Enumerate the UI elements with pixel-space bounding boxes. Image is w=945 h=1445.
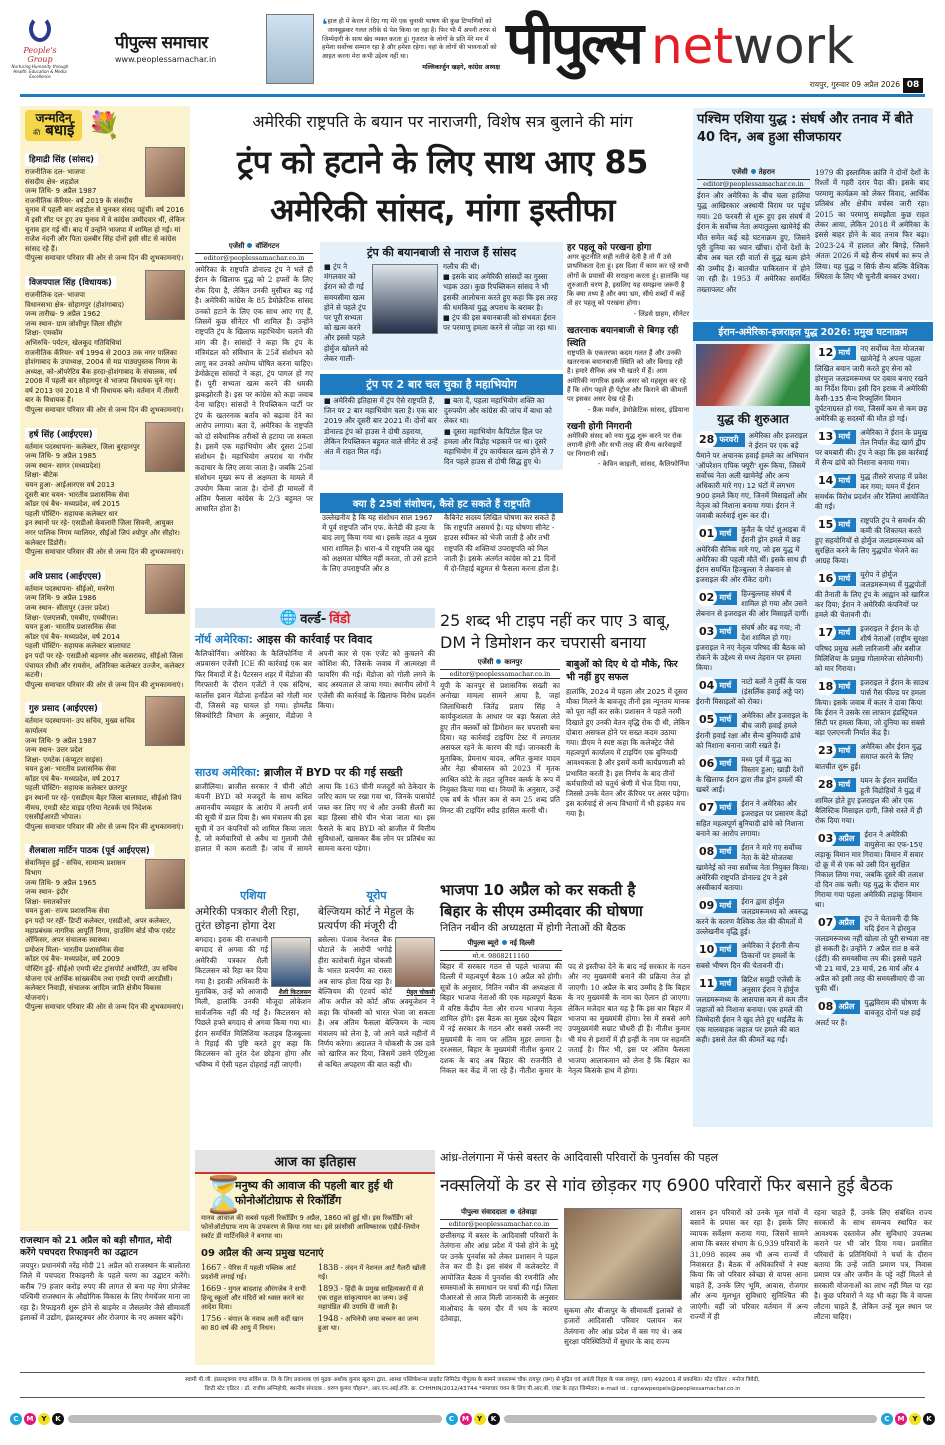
badge-month: अप्रैल [830,832,860,846]
cmyk-c-icon: C [10,1413,22,1425]
timeline-item [815,570,929,620]
profile-name: हर्ष सिंह (आईएएस) [25,428,97,441]
birthday-profile [25,838,185,1013]
shelly-kittleson-photo [271,937,311,987]
profile-name: विजयपाल सिंह (विधायक) [25,276,116,289]
birthday-profile [25,696,185,832]
badge-month: अप्रैल [830,916,860,930]
badge-day: 11 [696,975,717,992]
timeline-text: युद्ध तीसरे सप्ताह में प्रवेश कर गया; यमन में ईरान समर्थक विरोध प्रदर्शन और रैलियां आयोजित की गईं। [815,472,929,511]
dot-icon [496,659,501,664]
timeline-item [696,431,810,521]
timeline-item [696,975,810,1045]
lead-headline: ट्रंप को हटाने के लिए साथ आए 85 अमेरिकी सांसद, मांगा इस्तीफा [237,143,648,229]
cmyk-c-icon: C [446,1413,458,1425]
badge-month: मार्च [711,527,737,541]
timeline-left [696,431,810,1045]
profile-photo [145,859,185,909]
badge-day: 28 [696,431,717,448]
globe-window-icon: 🌐 [279,610,298,626]
birthday-column [20,106,190,1231]
event-year: 1667 [201,1263,222,1272]
date-badge [696,843,737,860]
badge-day: 02 [696,589,717,606]
history-event: 1838 - लंदन में नेशनल आर्ट गैलरी खोली गई। [318,1263,426,1281]
profile-photo [145,422,185,472]
badge-day: 08 [696,843,717,860]
timeline-item [815,830,929,910]
badge-day: 09 [696,897,717,914]
badge-month: मार्च [711,713,737,727]
history-event: 1667 - पेरिस में पहली पब्लिक आर्ट प्रदर्शनी लगाई गई। [201,1263,296,1281]
tribal-families-photo [564,1208,682,1300]
date-badge [815,914,860,931]
timeline-text: ईरान ने अमेरिका और इजराइल पर प्रसारण केंद्रों सहित महत्वपूर्ण बुनियादी ढांचे को निशाना बनाने का आरोप लगाया। [696,799,808,838]
profile-info: वर्तमान पदस्थापना- कलेक्टर, जिला बुरहानपुर जन्म तिथि- 9 अप्रैल 1985 जन्म स्थान- सागर (मध्यप्रदेश) शिक्षा- बीटेक चयन हुआ- आईआरएस वर्ष 2013 दूसरी बार चयन- भारतीय प्रशासनिक सेवा कॉडर एवं बैच- मध्यप्रदेश, वर्ष 2015 पहली पोस्टिंग- सहायक कलेक्टर धार इन स्थानों पर रहे- एसडीओ केवलारी जिला सिवनी, आयुक्त नगर पालिक निगम ग्वालियर, सीईओ जिपं श्योपुर और सीहोर। कलेक्टर डिंडोरी। पीपुल्स समाचार परिवार की ओर से जन्म दिन की शुभकामनाएं। [25,442,184,557]
profile-photo [145,270,185,320]
timeline-item [815,472,929,512]
rajasthan-story: राजस्थान को 21 अप्रैल को बड़ी सौगात, मोदी करेंगे पचपदरा रिफाइनरी का उद्घाटन जयपुर। प्रधानमंत्री नरेंद्र मोदी 21 अप्रैल को राजस्थान के बालोतरा जिले में पचपदरा रिफाइनरी के पहले चरण का उद्घाटन करेंगे। करीब 79 हजार करोड़ रुपए की लागत से बना यह मेगा प्रोजेक्ट पश्चिमी राजस्थान के औद्योगिक विकास के लिए गेमचेंजर माना जा रहा है। रिफाइनरी शुरू होने से बाड़मेर व जैसलमेर जैसे सीमावर्ती इलाकों में उद्योग, इंफ्रास्ट्रक्चर और रोजगार के नए अवसर बढ़ेंगे। [20,1236,190,1323]
west-asia-story: पश्चिम एशिया युद्ध : संघर्ष और तनाव में बीते 40 दिन, अब हुआ सीजफायर एजेंसी तेहरान editor@peoplessamachar.co.in ईरान और अमेरिका के बीच चला हालिया युद्ध आखिरकार अस्थायी विराम पर पहुंच गया। 28 फरवरी से शुरू हुए इस संघर्ष में ईरान के सर्वोच्च नेता अयातुल्ला खामेनेई की मौत समेत कई बड़े घटनाक्रम हुए, जिसने पूरी दुनिया का ध्यान खींचा। दोनों देशों के बीच अब चल रही वार्ता से युद्ध खत्म होने की उम्मीद है। बातचीत पाकिस्तान में होने जा रही है। 1953 में अमेरिका समर्थित तख्तापलट और 1979 की इस्लामिक क्रांति ने दोनों देशों के रिश्तों में गहरी दरार पैदा की। इसके बाद परमाणु कार्यक्रम को लेकर विवाद, आर्थिक प्रतिबंध और क्षेत्रीय वर्चस्व जारी रहा। 2015 का परमाणु समझौता कुछ राहत लेकर आया, लेकिन 2018 में अमेरिका के इससे बाहर होने के बाद तनाव फिर बढ़ा। 2023-24 में हालात और बिगड़े, जिसने अंततः 2026 में बड़े सैन्य संघर्ष का रूप ले लिया। यह युद्ध न सिर्फ सैन्य बल्कि वैश्विक स्थिरता के लिए भी चुनौती बनकर उभरा। [693,108,933,320]
timeline-item [696,941,810,971]
cmyk-m-icon: M [24,1413,36,1425]
badge-day: 07 [815,914,836,931]
quote-block: ❛ हाल ही में केरल में दिए गए मेरे एक चुनावी भाषण की कुछ टिप्पणियों को जानबूझकर गलत तरीके से पेश किया जा रहा है। फिर भी मैं अपनी तरफ से जिम्मेदारी के साथ खेद व्यक्त करता हूं। गुजरात के लोगों के प्रति मेरे मन में हमेशा सर्वोच्च सम्मान रहा है और हमेशा रहेगा। वहां के लोगों की भावनाओं को आहत करना मेरा कभी उद्देश्य नहीं था। मल्लिकार्जुन खड़गे, कांग्रेस अध्यक्ष [322,15,500,71]
badge-day: 05 [696,711,717,728]
timeline-item [696,897,810,937]
cmyk-c-icon: C [881,1413,893,1425]
timeline-item [696,623,810,673]
badge-day: 10 [696,941,717,958]
world-window-banner: 🌐 वर्ल्ड- विंडो [195,608,435,628]
dot-icon [510,1209,515,1214]
badge-month: मार्च [830,744,856,758]
timeline-item [815,344,929,424]
header-rule [20,94,925,97]
badge-day: 07 [696,799,717,816]
profile-info: सेवानिवृत्त हुईं - सचिव, सामान्य प्रशासन विभाग जन्म तिथि- 9 अप्रैल 1965 जन्म स्थान- इंदौर शिक्षा- स्नातकोत्तर चयन हुआ- राज्य प्रशासनिक सेवा इन पदों पर रहीं- डिप्टी कलेक्टर, एसडीओ, अपर कलेक्टर, महाप्रबंधक नागरिक आपूर्ति निगम, हाउसिंग बोर्ड चीफ एस्टेट ऑफिसर, अपर संचालक स्वास्थ्य। प्रमोशन मिला- भारतीय प्रशासनिक सेवा कॉडर एवं बैच- मध्यप्रदेश, वर्ष 2009 पोस्टिंग हुईं- सीईओ एमपी स्टेट ट्रांसपोर्ट अथॉरिटी, उप सचिव योजना एवं आर्थिक सांख्यकीय तथा एमडी एमपी आरडीसी। कलेक्टर निवाड़ी, संचालक आदिम जाति क्षेत्रीय विकास योजनाएं। पीपुल्स समाचार परिवार की ओर से जन्म दिन की शुभकामनाएं। [25,859,184,1012]
badge-day: 03 [696,623,717,640]
cmyk-k-icon: K [923,1413,935,1425]
dot-icon [502,940,507,945]
cmyk-y-icon: Y [38,1413,50,1425]
event-text: लंदन में नेशनल आर्ट गैलरी खोली गई। [318,1264,426,1281]
cmyk-y-icon: Y [909,1413,921,1425]
date-badge [696,525,737,542]
badge-day: 12 [815,344,836,361]
timeline-text: अमेरिका ने ईरान के प्रमुख तेल निर्यात केंद्र खार्ग द्वीप पर बमबारी की। ट्रंप ने कहा कि इस कार्रवाई में सैन्य ढांचे को निशाना बनाया गया। [815,428,928,467]
badge-day: 15 [815,516,836,533]
peoples-samachar-logo: पीपुल्स समाचार www.peoplessamachar.in [115,33,217,64]
timeline-text: युद्धविराम की घोषणा के बावजूद दोनों पक्ष हाई अलर्ट पर हैं। [815,998,927,1027]
badge-month: अप्रैल [830,1000,860,1014]
badge-month: मार्च [711,591,737,605]
page-number: 08 [903,78,923,93]
lead-quotes: हर पहलू को परखना होगा अगर कूटनीति सही नतीजे देती है तो मैं उसे प्राथमिकता देता हूं। इस दिशा में काम कर रहे सभी लोगों के प्रयासों की सराहना करता हूं। हालांकि यह शुरुआती चरण है, इसलिए यह समझना जरूरी है कि क्या तथ्य है और क्या भ्रम, सीधे शब्दों में कहें तो हर पहलू को परखना होगा। - लिंडसे ग्राहम, सीनेटर खतरनाक बयानबाजी से बिगड़ रही स्थिति राष्ट्रपति के एकतरफा कदम गलत हैं और उनकी खतरनाक बयानबाजी स्थिति को और बिगाड़ रही है। हमारे सैनिक अब भी खतरे में हैं। आम अमेरिकी नागरिक इसके असर को महसूस कर रहे हैं कि लोग पहले ही पेट्रोल और किराने की कीमतों पर इसका असर देख रहे हैं। - फ्रैंक मर्वान, डेमोक्रेटिक सांसद, इंडियाना रखनी होगी निगरानी अमेरिकी संसद को नया युद्ध शुरू करने पर रोक लगानी होगी और सभी तरह की सैन्य कार्रवाइयों पर निगरानी रखें। - केविन काइली, सांसद, कैलिफोर्निया [567,243,689,469]
birthday-profile [25,564,185,691]
date-badge [815,678,856,695]
amendment-box: क्या है 25वां संशोधन, कैसे हट सकते हैं राष्ट्रपति उल्लेखनीय है कि यह संशोधन साल 1967 में पूर्व राष्ट्रपति जॉन एफ. केनेडी की हत्या के बाद लागू किया गया था। इसके तहत 4 मुख्य धारा शामिल है। धारा-4 में राष्ट्रपति जब खुद को अक्षमता घोषित नहीं करता, तो उसे हटाने के लिए उपराष्ट्रपति और 8 कैबिनेट सदस्य लिखित घोषणा कर सकते हैं कि राष्ट्रपति असमर्थ है। यह घोषणा सीनेट - हाउस स्पीकर को भेजी जाती है और तभी राष्ट्रपति की शक्तियां उपराष्ट्रपति को मिल जाती हैं। इसके अंतर्गत कांग्रेस को 21 दिनों में दो-तिहाई बहुमत से फैसला करना होता है। [320,493,563,578]
date-badge [815,742,856,759]
history-event: 1893 - हिंदी के प्रमुख साहित्यकारों में से एक राहुल सांकृत्यायन का जन्म। उन्हें महापंडित की उपाधि दी जाती है। [318,1284,424,1311]
profile-photo [145,147,185,197]
timeline-item [815,742,929,772]
date-badge [815,472,856,489]
impeachment-box: ट्रंप पर 2 बार चल चुका है महाभियोग ■ अमेरिकी इतिहास में ट्रंप ऐसे राष्ट्रपति हैं, जिन पर 2 बार महाभियोग चला है। एक बार 2019 और दूसरी बार 2021 में। दोनों बार डोनाल्ड ट्रंप को हाउस ने दोषी ठहराया, लेकिन रिपब्लिकन बहुमत वाले सीनेट से उन्हें अंत में राहत मिल गई। ■ बता दें, पहला महाभियोग शक्ति का दुरुपयोग और कांग्रेस की जांच में बाधा को लेकर था। ■ दूसरा महाभियोग कैपिटोल हिल पर हमला और विद्रोह भड़काने पर था। दूसरे महाभियोग में ट्रंप कार्यकाल खत्म होने से 7 दिन पहले हाउस से दोषी सिद्ध हुए थे। [320,374,563,470]
timeline-text: अमेरिका और इजराइल ने ईरान पर एक बड़े पैमाने पर अचानक हवाई हमले का अभियान 'ऑपरेशन एपिक फ्यूरी' शुरू किया, जिसमें सर्वोच्च नेता अली खामेनेई और अन्य अधिकारी मारे गए। 12 घंटों में लगभग 900 हमले किए गए, जिनमें मिसाइलों और नेतृत्व को निशाना बनाया गया। ईरान ने जवाबी कार्रवाई शुरू कर दी। [696,431,809,520]
history-event: 1669 - मुगल बादशाह औरंगजेब ने सभी हिन्दू स्कूलों और मंदिरों को ध्वस्त करने का आदेश दिया। [201,1284,306,1311]
cmyk-m-icon: M [460,1413,472,1425]
south-america-story: साउथ अमेरिका: ब्राजील में BYD पर की गई सख्ती ब्राजीलिया। ब्राजील सरकार ने चीनी ऑटो कंपनी BYD को मजदूरों के साथ कथित अमानवीय व्यवहार के आरोप में अपनी शर्म की सूची में डाल दिया है। श्रम मंत्रालय की इस सूची में उन कंपनियों को शामिल किया जाता है, जो कर्मचारियों से अवैध या गुलामी जैसे हालात में काम कराती हैं। जांच में सामने आया कि 163 चीनी मजदूरों को ठेकेदार के जरिए काम पर रखा गया था, जिनके पासपोर्ट जब्त कर लिए गए थे और उनकी सैलरी का बड़ा हिस्सा सीधे चीन भेजा जाता था। इस फैसले के बाद BYD को ब्राजील में वित्तीय सुविधाओं, खासकर बैंक लोन पर प्रतिबंध का सामना करना पड़ेगा। [195,766,435,854]
badge-month: मार्च [830,626,856,640]
timeline-text: संघर्ष और बढ़ गया; नौ देश शामिल हो गए। इजराइल ने नए नेतृत्व परिषद की बैठक को रोकने के उद्देश्य से मध्य तेहरान पर हमला किया। [696,623,806,672]
timeline-text: ईरान ने मारे गए सर्वोच्च नेता के बेटे मोजतबा खामेनेई को नया सर्वोच्च नेता नियुक्त किया। अमेरिकी राष्ट्रपति डोनाल्ड ट्रंप ने इसे अस्वीकार्य बताया। [696,843,809,892]
timeline-item [696,755,810,795]
timeline-text: मध्य पूर्व में युद्ध का विस्तार हुआ; खाड़ी देशों के खिलाफ ईरान द्वारा तीव्र ड्रोन हमलों की खबरें आईं। [696,755,804,794]
cmyk-y-icon: Y [474,1413,486,1425]
badge-day: 14 [815,472,836,489]
timeline-text: ट्रंप ने चेतावनी दी कि यदि ईरान ने होरमुज जलडमरूमध्य नहीं खोला तो पूरी सभ्यता नष्ट हो सकती है। उन्होंने 7 अप्रैल रात 8 बजे (ईटी) की समयसीमा तय की। इससे पहले भी 21 मार्च, 23 मार्च, 26 मार्च और 4 अप्रैल को इसी तरह की समयसीमाएं दी जा चुकी थीं। [815,914,929,993]
date-badge [815,516,856,533]
badge-month: मार्च [830,680,856,694]
flower-basket-icon: 💐 [88,110,121,141]
badge-day: 18 [815,678,836,695]
timeline-text: ईरान द्वारा होर्मुज जलडमरूमध्य को अवरुद्ध करने के कारण वैश्विक तेल की कीमतों में उल्लेखनीय वृद्धि हुई। [696,897,808,936]
event-year: 1948 [318,1314,339,1323]
badge-day: 28 [815,776,836,793]
reg-bar [504,1415,878,1423]
date-badge [815,570,856,587]
timeline-text: अमेरिका ने ईरानी सैन्य ठिकानों पर हमलों के सबसे भीषण दिन की चेतावनी दी। [696,941,800,970]
timeline-item [815,998,929,1028]
dm-story: 25 शब्द भी टाइप नहीं कर पाए 3 बाबू, DM ने डिमोशन कर चपरासी बनाया एजेंसी कानपुर editor@peoplessamachar.co.in यूपी के कानपुर से प्रशासनिक सख्ती का अनोखा मामला सामने आया है, जहां जिलाधिकारी जितेंद्र प्रताप सिंह ने कार्यकुशलता के आधार पर बड़ा फैसला लेते हुए तीन क्लर्कों को डिमोशन कर चपरासी बना दिया। यह कार्रवाई टाइपिंग टेस्ट में लगातार असफल रहने के कारण की गई। जानकारी के मुताबिक, प्रेमनाथ यादव, अमित कुमार यादव और नेहा श्रीवास्तव को 2023 में मृतक आश्रित कोटे के तहत जूनियर क्लर्क के रूप में नियुक्त किया गया था। नियमों के अनुसार, उन्हें एक वर्ष के भीतर कम से कम 25 शब्द प्रति मिनट की टाइपिंग स्पीड हासिल करनी थी। बाबुओं को दिए थे दो मौके, फिर भी नहीं हुए सफल हालांकि, 2024 में पहला और 2025 में दूसरा मौका मिलने के बावजूद तीनों इस न्यूनतम मानक को पूरा नहीं कर सके। प्रशासन ने पहले नरमी दिखाते हुए उनकी वेतन वृद्धि रोक दी थी, लेकिन दोबारा असफल होने पर सख्त कदम उठाया गया। डीएम ने स्पष्ट कहा कि कलेक्ट्रेट जैसे महत्वपूर्ण कार्यालय में टाइपिंग एक बुनियादी आवश्यकता है और इसमें कमी कार्यप्रणाली को प्रभावित करती है। इस निर्णय के बाद तीनों कर्मचारियों को चतुर्थ श्रेणी में भेज दिया गया, जिससे उनके वेतन और कॅरियर पर असर पड़ेगा। इस कार्रवाई से अन्य विभागों में भी हड़कंप मच गया है। [440,611,690,819]
profile-info: राजनीतिक दल- भाजपा संसदीय क्षेत्र- शहडोल जन्म तिथि- 9 अप्रैल 1987 राजनीतिक कॅरियर- वर्ष 2019 के संसदीय चुनाव में पहली बार शहडोल से चुनकर संसद पहुंचीं। वर्ष 2016 में इसी सीट पर हुए उप चुनाव में वे कांग्रेस उम्मीदवार थीं, लेकिन चुनाव हार गई थीं। बाद में उन्होंने भाजपा में शामिल हो गईं। मां राजेश नंदनी और पिता दलबीर सिंह दोनों इसी सीट से कांग्रेस सांसद रहे हैं। पीपुल्स समाचार परिवार की ओर से जन्म दिन की शुभकामनाएं। [25,168,185,263]
color-registration-bar [10,1413,935,1425]
event-text: बंगाल के नवाब अली वर्दी खान का 80 वर्ष की आयु में निधन। [201,1315,304,1332]
kharge-photo [266,14,314,84]
timeline-text: यमन के ईरान समर्थित हूती विद्रोहियों ने युद्ध में शामिल होते हुए इजराइल की ओर एक बैलिस्टिक मिसाइल दागी, जिसे रास्ते में ही रोक दिया गया। [815,776,923,825]
group-logo-icon [29,16,51,42]
history-events [201,1263,429,1335]
timeline-item [696,711,810,751]
war-image [696,344,810,406]
timeline-item [696,677,810,707]
badge-day: 16 [815,570,836,587]
date-badge [815,344,856,361]
north-america-story: नॉर्थ अमेरिका: आइस की कार्रवाई पर विवाद कैलिफोर्निया। अमेरिका के कैलिफोर्निया में अप्रवासन एजेंसी ICE की कार्रवाई एक बार फिर विवादों में है। पैटरसन शहर में मेंडोजा की गिरफ्तारी के दौरान एजेंटों ने एक संदिग्ध, कार्लोस इवान मेंडोजा हर्नांडेज को गोली मार दी, जिससे वह घायल हो गया। होमलैंड सिक्योरिटी विभाग के अनुसार, मेंडोजा ने अपनी कार से एक एजेंट को कुचलने की कोशिश की, जिसके जवाब में आत्मरक्षा में फायरिंग की गई। मेंडोजा को गोली लगने के बाद अस्पताल ले जाया गया। स्थानीय लोगों ने एजेंसी की कार्रवाई के खिलाफ विरोध प्रदर्शन किया। [195,633,435,721]
hourglass-icon: ⏳ [201,1175,246,1216]
timeline-text: अमेरिका और इजराइल के बीच जारी हवाई हमले ईरानी हवाई रक्षा और सैन्य बुनियादी ढांचे को निशाना बनाना जारी रखते हैं। [696,711,808,750]
timeline-text: कुवैत के पोर्ट शुआइबा में ईरानी ड्रोन हमले में छह अमेरिकी सैनिक मारे गए, जो इस युद्ध में अमेरिका की पहली मौतें थीं। इसके साथ ही ईरान समर्थित हिज्बुल्ला ने लेबनान से इजराइल की ओर रॉकेट दागे। [696,525,807,584]
peoples-group-logo: People's Group Nurturing Humanity through Health, Education & Media Excellence [10,16,70,79]
date-badge [815,830,860,847]
timeline-text: नए सर्वोच्च नेता मोजतबा खामेनेई ने अपना पहला लिखित बयान जारी करते हुए सेना को होरमुज जलडमरूमध्य पर दबाव बनाए रखने का निर्देश दिया। इसी दिन इराक में अमेरिकी केसी-135 सैन्य रिफ्यूलिंग विमान दुर्घटनाग्रस्त हो गया, जिसमें कम से कम छह अमेरिकी क्रू सदस्यों की मौत हो गई। [815,344,928,423]
imprint-footer: स्वामी पी.जी. इंफ्रास्ट्रक्चर एण्ड सर्विस प्रा. लि के लिए प्रकाशक एवं मुद्रक अशोक कुमार खुराना द्वारा, आस्था पब्लिकेशन्स प्राइवेट लिमिटेड पीपुल्स के सामने जयस्तम्भ चौक रायपुर (छग) से मुद्रित एवं अवंती विहार के पास रायपुर, (छग) 492001 से प्रकाशित। स्टेट एडिटर : मनोज त्रिवेदी, डिप्टी स्टेट एडिटर : डॉ. राजीव अग्निहोत्री, स्थानीय संपादक : वरुण कुमार चौहान*, आर.एन.आई.रजि. क्र. CHHHIN/2012/43744 *समाचार चयन के लिए पी.आर.बी. एक्ट के तहत जिम्मेदार। e-mail id : cgnewpeopels@peoplessamachar.co.in [20,1372,925,1398]
date-badge [696,755,737,772]
badge-month: मार्च [711,679,737,693]
profile-name: हिमाद्री सिंह (सांसद) [25,153,98,166]
profile-name: गुरु प्रसाद (आईएएस) [25,702,102,715]
birthday-profiles [25,147,185,1013]
masthead: पीपुल्स net work [506,9,855,77]
badge-month: मार्च [711,977,737,991]
event-year: 1893 [318,1284,339,1293]
header [0,0,945,95]
europe-story: यूरोप बेल्जियम कोर्ट ने मेहुल के प्रत्यर्पण की मंजूरी दी ब्रसेल्स। पंजाब नेशनल बैंक घोटाले के आरोपी भगोड़े हीरा कारोबारी मेहुल चोकसी के भारत प्रत्यर्पण का रास्ता अब साफ होता दिख रहा है। बेल्जियम की एंटवर्प कोर्ट ऑफ अपील को कोर्ट ऑफ अक्यूजेशन ने कहा कि चोकसी को भारत भेजा जा सकता है। अब अंतिम फैसला बेल्जियम के न्याय मंत्रालय को लेना है, जो आने वाले महीनों में निर्णय करेगा। अदालत ने चोकसी के उस दावे को खारिज कर दिया, जिसमें उसने एंटिगुआ से कथित अपहरण की बात कही थी। मेहुल चोकसी [318,889,435,1069]
timeline-item [696,589,810,619]
badge-day: 04 [696,677,717,694]
timeline-right [815,344,929,1032]
quote-mark-icon: ❛ [322,15,328,34]
dot-icon [247,243,252,248]
timeline-item [696,525,810,585]
badge-month: मार्च [711,845,737,859]
date-badge [815,998,860,1015]
timeline-text: ब्रिटिश समुद्री एजेंसी के अनुसार ईरान ने होर्मुज जलडमरूमध्य के आसपास कम से कम तीन जहाजों को निशाना बनाया। एक हमले की जिम्मेदारी ईरान ने खुद लेते हुए थाईलैंड के एक मालवाहक जहाज पर हमले की बात कही। इससे तेल की कीमतें बढ़ गईं। [696,975,808,1044]
date-badge [696,941,737,958]
dateline: रायपुर, गुरुवार 09 अप्रैल 2026 [809,80,900,89]
badge-month: मार्च [830,778,856,792]
profile-photo [145,564,185,614]
profile-info: राजनीतिक दल- भाजपा विधानसभा क्षेत्र- सोहागपुर (होशंगाबाद) जन्म तारीख- 9 अप्रैल 1962 जन्म स्थान- ग्राम जोशीपुर जिला सीहोर शिक्षा- एमकॉम अभिरुचि- पर्यटन, खेलकूद गतिविधियां राजनीतिक कॅरियर- वर्ष 1994 से 2003 तक नगर पालिका होशंगाबाद के उपाध्यक्ष, 2004 से मप्र पाठ्यपुस्तक निगम के अध्यक्ष, को-ऑपरेटिव बैंक हरदा-होशंगाबाद के संचालक, वर्ष 2008 में पहली बार सोहागपुर से भाजपा विधायक चुने गए। वर्ष 2013 एवं 2018 में भी विधायक बने। वर्तमान में तीसरी बार के विधायक हैं। पीपुल्स समाचार परिवार की ओर से जन्म दिन की शुभकामनाएं। [25,290,184,415]
trump-photo [372,264,438,334]
date-badge [815,776,856,793]
badge-month: मार्च [830,474,856,488]
reg-bar [68,1415,442,1423]
date-badge [815,428,856,445]
date-badge [696,897,737,914]
timeline-text: यूरोप ने होर्मुज जलडमरूमध्य में युद्धपोतों की तैनाती के लिए ट्रंप के आह्वान को खारिज कर दिया; ईरान ने अमेरिकी कंपनियों पर हमले की चेतावनी दी। [815,570,929,619]
event-text: पेरिस में पहली पब्लिक आर्ट प्रदर्शनी लगाई गई। [201,1264,296,1281]
badge-month: मार्च [711,899,737,913]
badge-day: 17 [815,624,836,641]
timeline-text: हिज्बुल्लाह संघर्ष में शामिल हो गया और उसने लेबनान से इजराइल की ओर मिसाइलें दागीं। [696,589,809,618]
badge-month: मार्च [711,943,737,957]
birthday-profile [25,147,185,264]
timeline-text: अमेरिका और ईरान युद्ध समाप्त करने के लिए बातचीत शुरू हुई। [815,742,922,771]
badge-month: मार्च [711,625,737,639]
trump-box: ट्रंप की बयानबाजी से नाराज हैं सांसद ■ ट्रंप ने मंगलवार को ईरान को दी गई समयसीमा खत्म होने से पहले ट्रंप पर पूरी सभ्यता को खत्म करने और इससे पहले होर्मुज खोलने को लेकर गाली- गलौच की थी। ■ इसके बाद अमेरिकी सांसदों का गुस्सा भड़क उठा। कुछ रिपब्लिकन सांसद ने भी इसकी आलोचना करते हुए कहा कि इस तरह की धमकियां युद्ध अपराध के बराबर है। ■ ट्रंप की इस बयानबाजी को संभवतः ईरान पर परमाणु हमला करने से जोड़ा जा रहा था। [320,242,563,370]
birthday-profile [25,422,185,558]
timeline-text: नाटो बलों ने तुर्की के पास (इंसर्लिक हवाई अड्डे पर) ईरानी मिसाइलों को रोका। [696,677,807,706]
dot-icon [751,169,756,174]
birthday-profile [25,270,185,416]
timeline-item [696,843,810,893]
badge-day: 23 [815,742,836,759]
badge-day: 01 [696,525,717,542]
timeline-item [815,914,929,994]
profile-info: वर्तमान पदस्थापना- सीईओ, मनरेगा जन्म तिथि- 9 अप्रैल 1986 जन्म स्थान- सीतापुर (उत्तर प्रदेश) शिक्षा- एलएलबी, एमबीए, एमबीएल। चयन हुआ- भारतीय प्रशासनिक सेवा कॉडर एवं बैच- मध्यप्रदेश, वर्ष 2014 पहली पोस्टिंग- सहायक कलेक्टर बालाघाट इन पदों पर रहे- एसडीओ बड़नगर और कसरावद, सीईओ जिला पंचायत सीधी और रायसेन, अतिरिक्त कलेक्टर उज्जैन, कलेक्टर कटनी। पीपुल्स समाचार परिवार की ओर से जन्म दिन की शुभकामनाएं। [25,584,185,689]
cmyk-k-icon: K [52,1413,64,1425]
date-badge [696,711,737,728]
badge-month: मार्च [830,430,856,444]
timeline-item [696,799,810,839]
badge-day: 08 [815,998,836,1015]
profile-name: शैलबाला मार्टिन पाठक (पूर्व आईएएस) [25,844,154,857]
date-badge [696,589,737,606]
badge-day: 13 [815,428,836,445]
bihar-story: भाजपा 10 अप्रैल को कर सकती है बिहार के सीएम उम्मीदवार की घोषणा नितिन नबीन की अध्यक्षता में होगी नेताओं की बैठक पीपुल्स ब्यूरो नई दिल्ली मो.नं. 9868211160 बिहार में सरकार गठन से पहले भाजपा की दिल्ली में महत्वपूर्ण बैठक 10 अप्रैल को होगी। सूत्रों के अनुसार, नितिन नबीन की अध्यक्षता में बिहार भाजपा नेताओं की एक महत्वपूर्ण बैठक में वरिष्ठ केंद्रीय नेता और राज्य भाजपा नेतृत्व शामिल होंगे। इस बैठक का मुख्य उद्देश्य बिहार में नई सरकार के गठन और सबसे जरूरी नए मुख्यमंत्री के नाम पर अंतिम मुहर लगाना है। दरअसल, बिहार के मुख्यमंत्री नीतीश कुमार 2 दशक के बाद अब बिहार की राजनीति से निकल कर केंद्र में जा रहे हैं। नीतीश कुमार के पद से इस्तीफा देने के बाद नई सरकार के गठन और नए मुख्यमंत्री बनाने की प्रक्रिया तेज हो जाएगी। 10 अप्रैल के बाद उम्मीद है कि बिहार के नए मुख्यमंत्री के नाम का ऐलान हो जाएगा। लेकिन मजेदार बात यह है कि इस बार बिहार में भाजपा का मुख्यमंत्री होगा। रेस में सबसे आगे उपमुख्यमंत्री सम्राट चौधरी ही हैं। नीतीश कुमार भी मंच से इशारों में ही इन्हीं के नाम पर सहमति जताई है। फिर भी, इस पर अंतिम फैसला भाजपा आलाकमान को लेना है कि बिहार का नेतृत्व किसके हाथ में होगा। [440,881,690,1076]
profile-photo [145,696,185,746]
war-timeline: ईरान-अमेरिका-इजराइल युद्ध 2026: प्रमुख घटनाक्रम युद्ध की शुरुआत 28 फरवरी अमेरिका और इजराइल ने ईरान पर एक बड़े पैमाने पर अचानक हवाई हमले का अभियान 'ऑपरेशन एपिक फ्यूरी' शुरू किया, जिसमें सर्वोच्च नेता अली खामेनेई और अन्य अधिकारी मारे गए। 12 घंटों में लगभग 900 हमले किए गए, जिनमें मिसाइलों और नेतृत्व को निशाना बनाया गया। ईरान ने जवाबी कार्रवाई शुरू कर दी। 01 मार्च कुवैत के पोर्ट शुआइबा में ईरानी ड्रोन हमले में छह अमेरिकी सैनिक मारे गए, जो इस युद्ध में अमेरिका की पहली मौतें थीं। इसके साथ ही ईरान समर्थित हिज्बुल्ला ने लेबनान से इजराइल की ओर रॉकेट दागे। 02 मार्च हिज्बुल्लाह संघर्ष में शामिल हो गया और उसने लेबनान से इजराइल की ओर मिसाइलें दागीं। 03 मार्च संघर्ष और बढ़ गया; नौ देश शामिल हो गए। इजराइल ने नए नेतृत्व परिषद की बैठक को रोकने के उद्देश्य से मध्य तेहरान पर हमला किया। 04 मार्च नाटो बलों ने तुर्की के पास (इंसर्लिक हवाई अड्डे पर) ईरानी मिसाइलों को रोका। 05 मार्च अमेरिका और इजराइल के बीच जारी हवाई हमले ईरानी हवाई रक्षा और सैन्य बुनियादी ढांचे को निशाना बनाना जारी रखते हैं। 06 मार्च मध्य पूर्व में युद्ध का विस्तार हुआ; खाड़ी देशों के खिलाफ ईरान द्वारा तीव्र ड्रोन हमलों की खबरें आईं। 07 मार्च ईरान ने अमेरिका और इजराइल पर प्रसारण केंद्रों सहित महत्वपूर्ण बुनियादी ढांचे को निशाना बनाने का आरोप लगाया। 08 मार्च ईरान ने मारे गए सर्वोच्च नेता के बेटे मोजतबा खामेनेई को नया सर्वोच्च नेता नियुक्त किया। अमेरिकी राष्ट्रपति डोनाल्ड ट्रंप ने इसे अस्वीकार्य बताया। 09 मार्च ईरान द्वारा होर्मुज जलडमरूमध्य को अवरुद्ध करने के कारण वैश्विक तेल की कीमतों में उल्लेखनीय वृद्धि हुई। 10 मार्च अमेरिका ने ईरानी सैन्य ठिकानों पर हमलों के सबसे भीषण दिन की चेतावनी दी। 11 मार्च ब्रिटिश समुद्री एजेंसी के अनुसार ईरान ने होर्मुज जलडमरूमध्य के आसपास कम से कम तीन जहाजों को निशाना बनाया। एक हमले की जिम्मेदारी ईरान ने खुद लेते हुए थाईलैंड के एक मालवाहक जहाज पर हमले की बात कही। इससे तेल की कीमतें बढ़ गईं। 12 मार्च नए सर्वोच्च नेता मोजतबा खामेनेई ने अपना पहला लिखित बयान जारी करते हुए सेना को होरमुज जलडमरूमध्य पर दबाव बनाए रखने का निर्देश दिया। इसी दिन इराक में अमेरिकी केसी-135 सैन्य रिफ्यूलिंग विमान दुर्घटनाग्रस्त हो गया, जिसमें कम से कम छह अमेरिकी क्रू सदस्यों की मौत हो गई। 13 मार्च अमेरिका ने ईरान के प्रमुख तेल निर्यात केंद्र खार्ग द्वीप पर बमबारी की। ट्रंप ने कहा कि इस कार्रवाई में सैन्य ढांचे को निशाना बनाया गया। 14 मार्च युद्ध तीसरे सप्ताह में प्रवेश कर गया; यमन में ईरान समर्थक विरोध प्रदर्शन और रैलियां आयोजित की गईं। 15 मार्च राष्ट्रपति ट्रंप ने समर्थन की कमी की शिकायत करते हुए सहयोगियों से होर्मुज जलडमरूमध्य को सुरक्षित करने के लिए युद्धपोत भेजने का आग्रह किया। 16 मार्च यूरोप ने होर्मुज जलडमरूमध्य में युद्धपोतों की तैनाती के लिए ट्रंप के आह्वान को खारिज कर दिया; ईरान ने अमेरिकी कंपनियों पर हमले की चेतावनी दी। 17 मार्च इजराइल ने ईरान के दो शीर्ष नेताओं (राष्ट्रीय सुरक्षा परिषद प्रमुख अली लारिजानी और बसीज मिलिशिया के प्रमुख गोलामरेजा सोलेमानी) को मार गिराया। 18 मार्च इजराइल ने ईरान के साउथ पार्स गैस फील्ड पर हमला किया। इसके जवाब में कतर ने दावा किया कि ईरान ने उसके रस लाफान इंडस्ट्रियल सिटी पर हमला किया, जो दुनिया का सबसे बड़ा एलएनजी निर्यात केंद्र है। 23 मार्च अमेरिका और ईरान युद्ध समाप्त करने के लिए बातचीत शुरू हुई। 28 मार्च यमन के ईरान समर्थित हूती विद्रोहियों ने युद्ध में शामिल होते हुए इजराइल की ओर एक बैलिस्टिक मिसाइल दागी, जिसे रास्ते में ही रोक दिया गया। 03 अप्रैल ईरान ने अमेरिकी वायुसेना का एफ-15ए लड़ाकू विमान मार गिराया। विमान में सवार दो क्रू में से एक को उसी दिन सुरक्षित निकाल लिया गया, जबकि दूसरे की तलाश दो दिन तक चली। यह युद्ध के दौरान मार गिराया गया पहला अमेरिकी लड़ाकू विमान था। 07 अप्रैल ट्रंप ने चेतावनी दी कि यदि ईरान ने होरमुज जलडमरूमध्य नहीं खोला तो पूरी सभ्यता नष्ट हो सकती है। उन्होंने 7 अप्रैल रात 8 बजे (ईटी) की समयसीमा तय की। इससे पहले भी 21 मार्च, 23 मार्च, 26 मार्च और 4 अप्रैल को इसी तरह की समयसीमाएं दी जा चुकी थीं। 08 अप्रैल युद्धविराम की घोषणा के बावजूद दोनों पक्ष हाई अलर्ट पर हैं। [693,322,933,1127]
history-event: 1948 - अभिनेत्री जया बच्चन का जन्म हुआ था। [318,1314,419,1332]
date-badge [696,677,737,694]
timeline-text: इजराइल ने ईरान के दो शीर्ष नेताओं (राष्ट्रीय सुरक्षा परिषद प्रमुख अली लारिजानी और बसीज मिलिशिया के प्रमुख गोलामरेजा सोलेमानी) को मार गिराया। [815,624,928,673]
event-text: अभिनेत्री जया बच्चन का जन्म हुआ था। [318,1315,419,1332]
lead-kicker: अमेरिकी राष्ट्रपति के बयान पर नाराजगी, विशेष सत्र बुलाने की मांग [252,112,633,131]
date-badge [696,975,737,992]
timeline-item [815,428,929,468]
badge-day: 03 [815,830,836,847]
timeline-item [815,776,929,826]
cmyk-m-icon: M [895,1413,907,1425]
date-badge [696,799,737,816]
profile-info: वर्तमान पदस्थापना- उप सचिव, मुख्य सचिव कार्यालय जन्म तिथि- 9 अप्रैल 1987 जन्म स्थान- उत्तर प्रदेश शिक्षा- एमटेक (कंप्यूटर साइंस) चयन हुआ- भारतीय प्रशासनिक सेवा कॉडर एवं बैच- मध्यप्रदेश, वर्ष 2017 पहली पोस्टिंग- सहायक कलेक्टर छतरपुर इन स्थानों पर रहे- एसडीएम बैहर जिला बालाघाट, सीईओ जिपं नीमच, एमडी स्टेट वाइड एरिया नेटवर्क एवं निदेशक एससीईआरटी भोपाल। पीपुल्स समाचार परिवार की ओर से जन्म दिन की शुभकामनाएं। [25,717,184,831]
badge-month: मार्च [830,518,856,532]
badge-month: मार्च [830,572,856,586]
timeline-item [815,516,929,566]
timeline-text: इजराइल ने ईरान के साउथ पार्स गैस फील्ड पर हमला किया। इसके जवाब में कतर ने दावा किया कि ईरान ने उसके रस लाफान इंडस्ट्रियल सिटी पर हमला किया, जो दुनिया का सबसे बड़ा एलएनजी निर्यात केंद्र है। [815,678,929,737]
event-year: 1838 [318,1263,339,1272]
event-text: मुगल बादशाह औरंगजेब ने सभी हिन्दू स्कूलों और मंदिरों को ध्वस्त करने का आदेश दिया। [201,1285,306,1311]
timeline-item [815,624,929,674]
date-badge [696,431,745,448]
event-text: हिंदी के प्रमुख साहित्यकारों में से एक राहुल सांकृत्यायन का जन्म। उन्हें महापंडित की उपाधि दी जाती है। [318,1285,424,1311]
history-event: 1756 - बंगाल के नवाब अली वर्दी खान का 80 वर्ष की आयु में निधन। [201,1314,304,1332]
cmyk-k-icon: K [488,1413,500,1425]
badge-month: फरवरी [711,433,744,447]
profile-name: अवि प्रसाद (आईएएस) [25,570,105,583]
lead-body: एजेंसी वॉशिंगटन editor@peoplessamachar.co.in अमेरिका के राष्ट्रपति डोनाल्ड ट्रंप ने भले ही ईरान के खिलाफ युद्ध को 2 हफ्तों के लिए रोक दिया है, लेकिन उनकी मुसीबत बढ़ गई है। अमेरिकी कांग्रेस के 85 डेमोक्रेटिक सांसद उनको हटाने के लिए एक साथ आए गए हैं, जिसमें कुछ सीनेटर भी शामिल हैं। उन्होंने राष्ट्रपति ट्रंप के खिलाफ महाभियोग चलाने की मांग की है। सांसदों ने कहा कि ट्रंप के मंत्रिमंडल को संविधान के 25वें संशोधन को लागू कर उनको अयोग्य घोषित करना चाहिए। डेमोक्रेट्स सांसदों ने कहा, ट्रंप पागल हो गए हैं। पूरी सभ्यता खत्म करने की धमकी झकझोरती है। इस पर कांग्रेस को कड़ा जवाब देना चाहिए। सांसदों ने रिपब्लिकन पार्टी पर ट्रंप के खतरनाक बर्ताव को बढ़ावा देने का आरोप लगाया। बता दें, अमेरिका के राष्ट्रपति को दो संवैधानिक तरीकों से हटाया जा सकता है। इसमें एक महाभियोग और दूसरा 25वां संशोधन है। महाभियोग अपराध या गंभीर कदाचार के लिए लाया जाता है। जबकि 25वां संशोधन मुख्य रूप से अक्षमता के मामले में उपयोग किया जाता है। दोनों ही मामलों में अंतिम फैसला कांग्रेस के 2/3 बहुमत पर आधारित होता है। [195,242,313,514]
mehul-choksi-photo [395,937,435,987]
event-year: 1669 [201,1284,222,1293]
timeline-text: राष्ट्रपति ट्रंप ने समर्थन की कमी की शिकायत करते हुए सहयोगियों से होर्मुज जलडमरूमध्य को सुरक्षित करने के लिए युद्धपोत भेजने का आग्रह किया। [815,516,926,565]
badge-month: मार्च [830,346,856,360]
history-box: आज का इतिहास ⏳ मनुष्य की आवाज की पहली बार हुई थी फोनोऑटोग्राफ से रिकॉर्डिंग मानव आवाज की सबसे पहली रिकॉर्डिंग 9 अप्रैल, 1860 को हुई थी। इस रिकॉर्डिंग को फोनोऑटोग्राफ नाम के उपकरण से किया गया था। इसे फ्रांसीसी आविष्कारक एडौर्ड-लियोन स्कॉट डी मार्टिनविले ने बनाया था। 09 अप्रैल की अन्य प्रमुख घटनाएं 1667 - पेरिस में पहली पब्लिक आर्ट प्रदर्शनी लगाई गई। 1669 - मुगल बादशाह औरंगजेब ने सभी हिन्दू स्कूलों और मंदिरों को ध्वस्त करने का आदेश दिया। 1756 - बंगाल के नवाब अली वर्दी खान का 80 वर्ष की आयु में निधन। 1838 - लंदन में नेशनल आर्ट गैलरी खोली गई। 1893 - हिंदी के प्रमुख साहित्यकारों में से एक राहुल सांकृत्यायन का जन्म। उन्हें महापंडित की उपाधि दी जाती है। 1948 - अभिनेत्री जया बच्चन का जन्म हुआ था। [195,1150,435,1365]
date-badge [696,623,737,640]
timeline-text: ईरान ने अमेरिकी वायुसेना का एफ-15ए लड़ाकू विमान मार गिराया। विमान में सवार दो क्रू में से एक को उसी दिन सुरक्षित निकाल लिया गया, जबकि दूसरे की तलाश दो दिन तक चली। यह युद्ध के दौरान मार गिराया गया पहला अमेरिकी लड़ाकू विमान था। [815,830,924,909]
date-badge [815,624,856,641]
badge-month: मार्च [711,757,737,771]
asia-story: एशिया अमेरिकी पत्रकार शैली रिहा, तुरंत छोड़ना होगा देश बगदाद। इराक की राजधानी बगदाद से अगवा की गई अमेरिकी पत्रकार शैली किटलसन को रिहा कर दिया गया है। इराकी अधिकारी के मुताबिक, उन्हें को आजादी मिली, हालांकि उनकी मौजूदा लोकेशन सार्वजनिक नहीं की गई है। किटलसन को पिछले हफ्ते बगदाद से अगवा किया गया था। ईरान समर्थित मिलिशिया कताइब हिजबुल्ला ने रिहाई की पुष्टि करते हुए कहा कि किटलसन को तुरंत देश छोड़ना होगा और भविष्य में ऐसी पहल दोहराई नहीं जाएगी। शैली किटलसन [195,889,311,1069]
badge-day: 06 [696,755,717,772]
timeline-item [815,678,929,738]
event-year: 1756 [201,1314,222,1323]
badge-month: मार्च [711,801,737,815]
birthday-banner: जन्मदिन की बधाई 💐 [25,110,185,141]
bastar-story: आंध्र-तेलंगाना में फंसे बस्तर के आदिवासी परिवारों के पुनर्वास की पहल नक्सलियों के डर से गांव छोड़कर गए 6900 परिवारों फिर बसाने हुई बैठक पीपुल्स संवाददाता दंतेवाड़ा editor@peoplessamachar.co.in छत्तीसगढ़ में बस्तर के आदिवासी परिवारों के तेलंगाना और आंध्र प्रदेश में फंसे होने के मुद्दे पर उनके पुनर्वास को लेकर प्रशासन ने पहल तेज कर दी है। इस संबंध में कलेक्टरेट में आयोजित बैठक में पुनर्वास की रणनीति और समस्याओं के समाधान पर चर्चा की गई। जिला पीआरओ से आज मिली जानकारी के अनुसार माओवाद के चरम दौर में भय के कारण दंतेवाड़ा, सुकमा और बीजापुर के सीमावर्ती इलाकों से हजारों आदिवासी परिवार पलायन कर तेलंगाना और आंध्र प्रदेश में बस गए थे। अब सुरक्षा परिस्थितियों में सुधार के बाद राज्य शासन इन परिवारों को उनके मूल गांवों में बसाने के प्रयास कर रहा है। इसके लिए व्यापक सर्वेक्षण कराया गया, जिसमें सामने आया कि बस्तर संभाग के 6,939 परिवारों के 31,098 सदस्य अब भी अन्य राज्यों में निवासरत हैं। बैठक में अधिकारियों ने स्पष्ट किया कि जो परिवार स्वेच्छा से वापस आना चाहते हैं, उनके लिए भूमि, आवास, रोजगार और अन्य मूलभूत सुविधाएं सुनिश्चित की जाएंगी। वहीं जो परिवार वर्तमान में अन्य राज्यों में ही रहना चाहते हैं, उनके लिए संबंधित राज्य सरकारों के साथ समन्वय स्थापित कर आवश्यक दस्तावेज और सुविधाएं उपलब्ध कराने पर भी जोर दिया गया। प्रवासित परिवारों के प्रतिनिधियों ने चर्चा के दौरान बताया कि उन्हें जाति प्रमाण पत्र, निवास प्रमाण पत्र और जमीन के पट्टे नहीं मिलने से सरकारी योजनाओं का लाभ नहीं मिल पा रहा है। कुछ परिवारों ने यह भी कहा कि वे वापस लौटना चाहते हैं, लेकिन उन्हें मूल स्थान पर लौटना चाहिए। [440,1151,932,1347]
